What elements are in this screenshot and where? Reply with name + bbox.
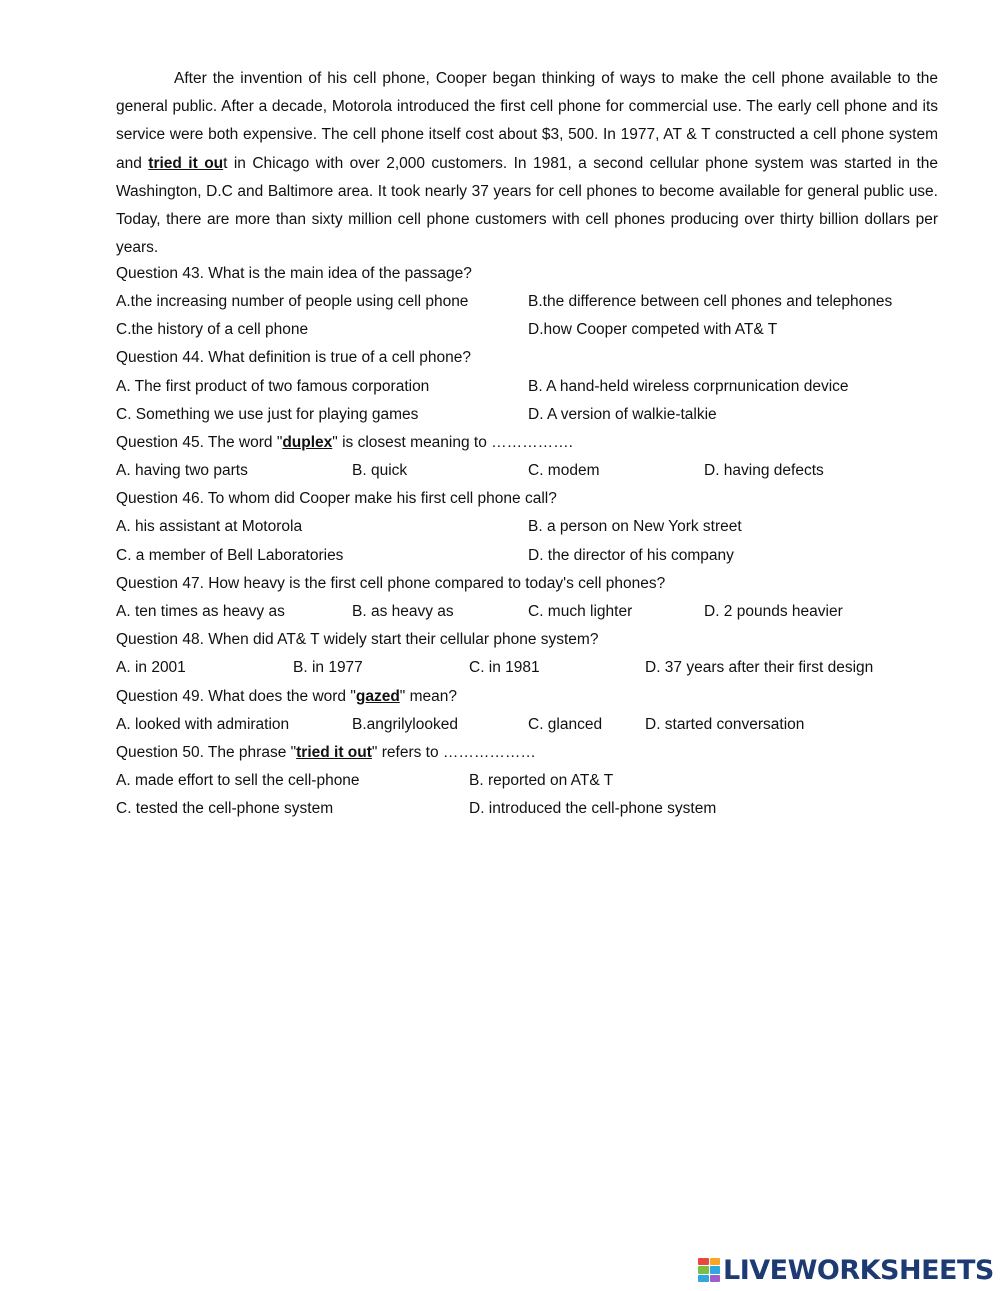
question-49-option-b[interactable]: B.angrilylooked (352, 716, 458, 733)
question-44-option-c[interactable]: C. Something we use just for playing games (116, 406, 419, 423)
question-48-option-a[interactable]: A. in 2001 (116, 659, 186, 676)
question-48-options-row (0, 658, 1000, 678)
question-50-option-c[interactable]: C. tested the cell-phone system (116, 800, 334, 817)
question-43-option-d[interactable]: D.how Cooper competed with AT& T (528, 321, 778, 338)
question-49-option-c[interactable]: C. glanced (528, 716, 603, 733)
logo-square (698, 1258, 709, 1265)
question-49-prompt-start: Question 49. What does the word " (116, 688, 356, 705)
question-49-options-row (0, 715, 1000, 735)
question-48-prompt: Question 48. When did AT& T widely start their cellular phone system? (116, 631, 599, 648)
passage-text-start: After the invention of his cell phone, Cooper began thinking of ways to make the cell phone available to the general public. After a decade, Motorola introduced the first cell phone for commercial use. The early cell phone and its service were both expensive. The cell phone itself cost about $3, 500. In 1977, AT & T constructed a cell phone system and (116, 70, 938, 172)
question-50-prompt-start: Question 50. The phrase " (116, 744, 297, 761)
logo-square (710, 1275, 721, 1282)
question-48-option-d[interactable]: D. 37 years after their first design (645, 659, 874, 676)
question-46-option-b[interactable]: B. a person on New York street (528, 518, 742, 535)
question-43-option-c[interactable]: C.the history of a cell phone (116, 321, 309, 338)
question-46-option-c[interactable]: C. a member of Bell Laboratories (116, 547, 344, 564)
question-48-option-c[interactable]: C. in 1981 (469, 659, 540, 676)
question-47-options-row (0, 602, 1000, 622)
passage-text-end: t in Chicago with over 2,000 customers. In 1981, a second cellular phone system was started in the Washington, D.C and Baltimore area. It took nearly 37 years for cell phones to become available for general public use. Today, there are more than sixty million cell phone customers with cell phones producing over thirty billion dollars per years. (116, 154, 939, 257)
question-50-options-row-1 (0, 771, 1000, 791)
question-46-prompt: Question 46. To whom did Cooper make his first cell phone call? (116, 490, 557, 507)
question-45-prompt-start: Question 45. The word " (116, 434, 283, 451)
question-46-options-row-1 (0, 517, 1000, 537)
question-50-options-row-2 (0, 799, 1000, 819)
question-44-options-row-1 (0, 377, 1000, 397)
liveworksheets-logo-text: LIVEWORKSHEETS (723, 1254, 994, 1286)
question-43-options-row-2 (0, 320, 1000, 340)
question-44-option-b[interactable]: B. A hand-held wireless corprnunication device (528, 378, 849, 395)
question-49-option-a[interactable]: A. looked with admiration (116, 716, 290, 733)
reading-passage (116, 65, 938, 262)
question-44-options-row-2 (0, 405, 1000, 425)
question-45-option-b[interactable]: B. quick (352, 462, 408, 479)
passage-highlight-tried-it-out: tried it ou (148, 154, 224, 172)
question-45-option-a[interactable]: A. having two parts (116, 462, 248, 479)
question-50-prompt-end: " refers to ……………… (371, 744, 536, 761)
question-49-prompt-end: " mean? (399, 688, 457, 705)
question-49-option-d[interactable]: D. started conversation (645, 716, 805, 733)
question-47-prompt: Question 47. How heavy is the first cell phone compared to today's cell phones? (116, 575, 666, 592)
question-43-options-row-1 (0, 292, 1000, 312)
question-49-keyword: gazed (355, 688, 400, 705)
question-46-option-d[interactable]: D. the director of his company (528, 547, 734, 564)
logo-square (698, 1266, 709, 1273)
question-50-prompt (116, 743, 536, 763)
question-45-options-row (0, 461, 1000, 481)
question-45-keyword: duplex (282, 434, 333, 451)
question-43-prompt: Question 43. What is the main idea of the passage? (116, 265, 472, 282)
question-45-option-c[interactable]: C. modem (528, 462, 600, 479)
question-49-prompt (116, 687, 457, 707)
question-44-prompt: Question 44. What definition is true of a cell phone? (116, 349, 471, 366)
question-45-prompt-end: " is closest meaning to ……………. (332, 434, 573, 451)
question-50-keyword: tried it out (296, 744, 372, 761)
question-50-option-d[interactable]: D. introduced the cell-phone system (469, 800, 717, 817)
liveworksheets-grid-icon (698, 1258, 720, 1282)
question-50-option-a[interactable]: A. made effort to sell the cell-phone (116, 772, 360, 789)
question-47-option-a[interactable]: A. ten times as heavy as (116, 603, 285, 620)
liveworksheets-logo (698, 1255, 994, 1285)
question-45-option-d[interactable]: D. having defects (704, 462, 824, 479)
question-47-option-d[interactable]: D. 2 pounds heavier (704, 603, 843, 620)
question-43-option-b[interactable]: B.the difference between cell phones and telephones (528, 293, 893, 310)
question-46-options-row-2 (0, 546, 1000, 566)
logo-square (698, 1275, 709, 1282)
question-44-option-a[interactable]: A. The first product of two famous corporation (116, 378, 430, 395)
logo-square (710, 1266, 721, 1273)
question-48-option-b[interactable]: B. in 1977 (293, 659, 363, 676)
question-47-option-c[interactable]: C. much lighter (528, 603, 633, 620)
question-44-option-d[interactable]: D. A version of walkie-talkie (528, 406, 717, 423)
question-50-option-b[interactable]: B. reported on AT& T (469, 772, 614, 789)
question-45-prompt (116, 433, 573, 453)
question-43-option-a[interactable]: A.the increasing number of people using cell phone (116, 293, 469, 310)
question-46-option-a[interactable]: A. his assistant at Motorola (116, 518, 303, 535)
question-47-option-b[interactable]: B. as heavy as (352, 603, 454, 620)
logo-square (710, 1258, 721, 1265)
